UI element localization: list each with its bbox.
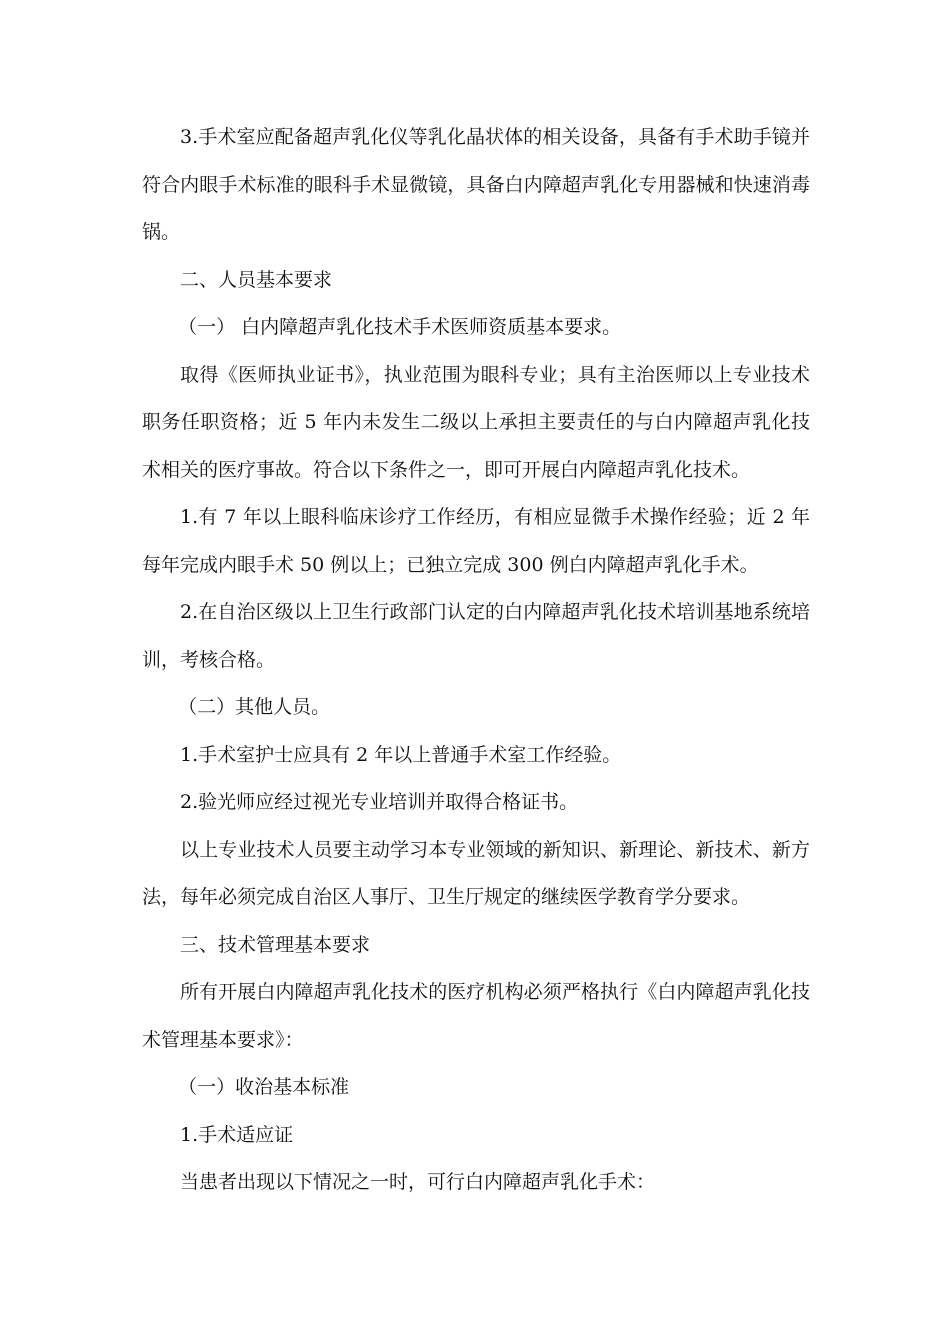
paragraph-condition-training: 2.在自治区级以上卫生行政部门认定的白内障超声乳化技术培训基地系统培训，考核合格。 [142, 601, 810, 671]
paragraph-surgeon-requirements: 取得《医师执业证书》，执业范围为眼科专业；具有主治医师以上专业技术职务任职资格；近 5 年内未发生二级以上承担主要责任的与白内障超声乳化技术相关的医疗事故。符合以下条件之一，即可开展白内障超声乳化技术。 [142, 363, 810, 481]
document-body [142, 114, 810, 1207]
subheading-surgeon-qualification: （一） 白内障超声乳化技术手术医师资质基本要求。 [178, 316, 622, 338]
paragraph-indications-title: 1.手术适应证 [180, 1123, 294, 1146]
paragraph-optometrist-requirement: 2.验光师应经过视光专业培训并取得合格证书。 [180, 791, 579, 813]
paragraph-nurse-requirement: 1.手术室护士应具有 2 年以上普通手术室工作经验。 [180, 743, 622, 766]
paragraph-indications-intro: 当患者出现以下情况之一时，可行白内障超声乳化手术： [180, 1171, 656, 1193]
section-heading-technical-management: 三、技术管理基本要求 [180, 933, 371, 956]
paragraph-condition-experience: 1.有 7 年以上眼科临床诊疗工作经历，有相应显微手术操作经验；近 2 年每年完成内眼手术 50 例以上；已独立完成 300 例白内障超声乳化手术。 [142, 506, 810, 576]
subheading-admission-standard: （一）收治基本标准 [178, 1076, 350, 1098]
paragraph-continuing-education: 以上专业技术人员要主动学习本专业领域的新知识、新理论、新技术、新方法，每年必须完成自治区人事厅、卫生厅规定的继续医学教育学分要求。 [142, 838, 810, 908]
section-heading-personnel: 二、人员基本要求 [180, 268, 333, 291]
paragraph-management-compliance: 所有开展白内障超声乳化技术的医疗机构必须严格执行《白内障超声乳化技术管理基本要求》： [142, 981, 810, 1051]
paragraph-equipment-requirement: 3.手术室应配备超声乳化仪等乳化晶状体的相关设备，具备有手术助手镜并符合内眼手术标准的眼科手术显微镜，具备白内障超声乳化专用器械和快速消毒锅。 [142, 126, 810, 243]
subheading-other-personnel: （二）其他人员。 [178, 696, 331, 718]
